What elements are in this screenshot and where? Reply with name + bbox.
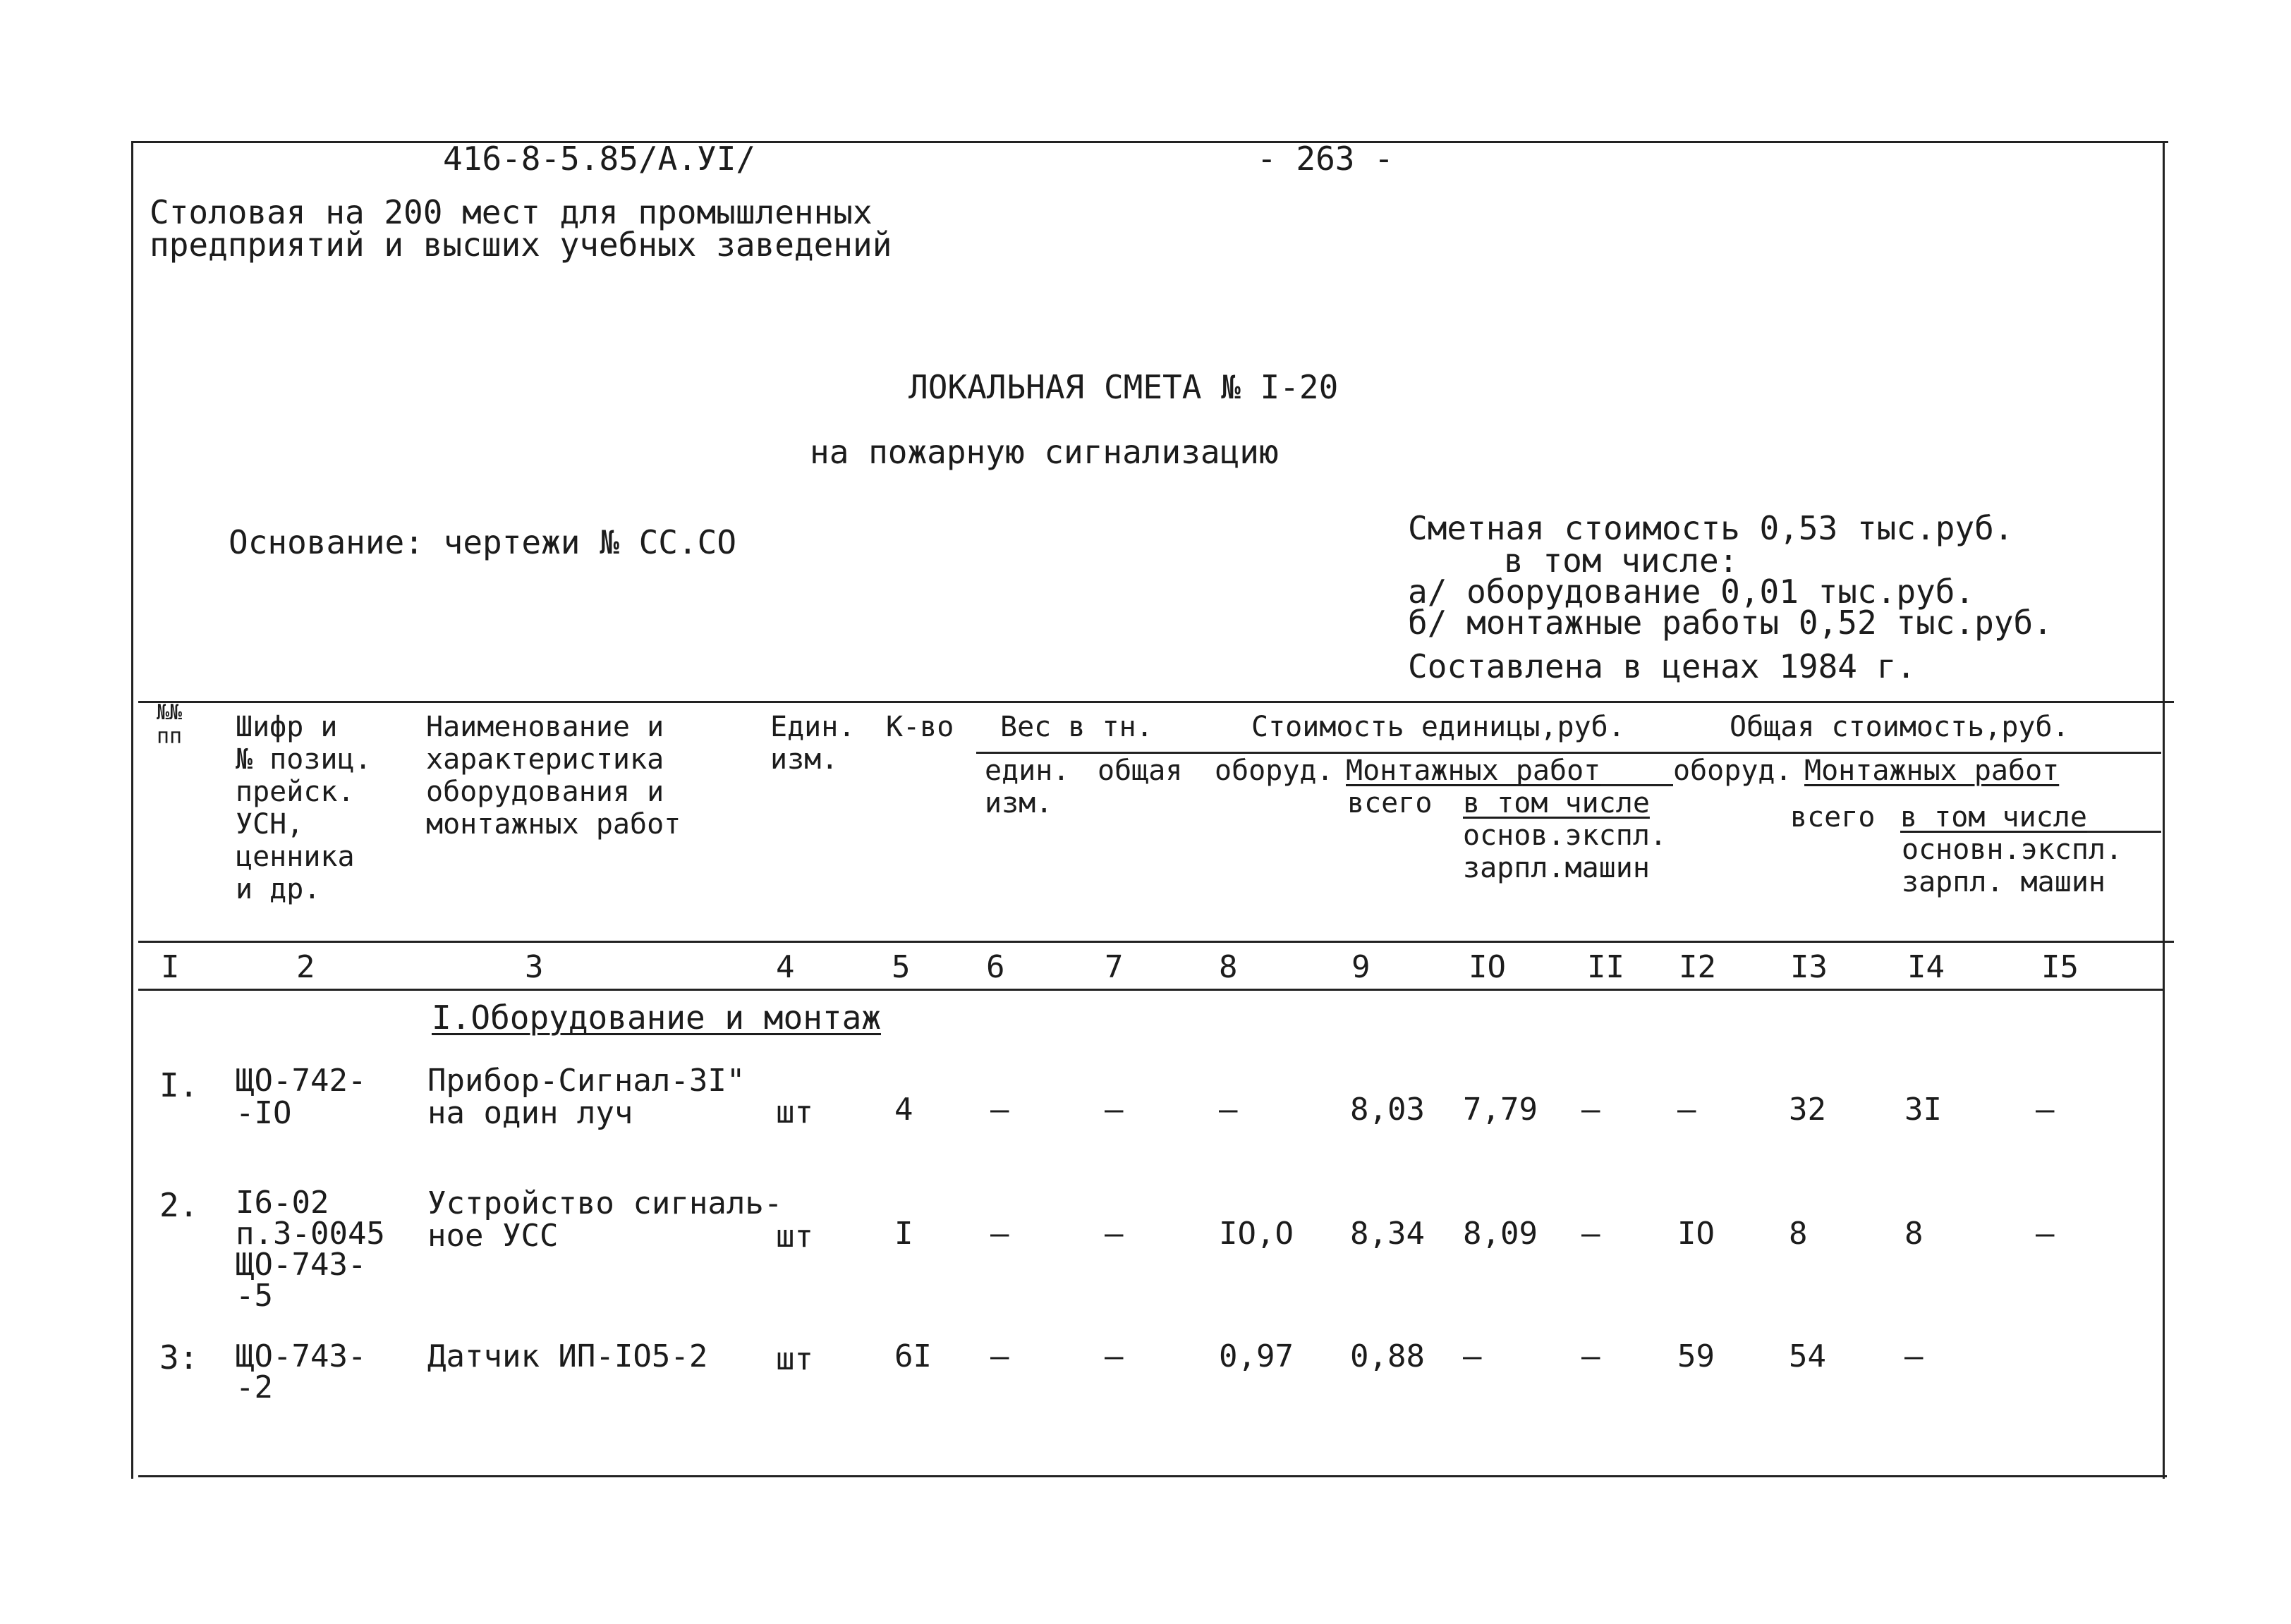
row-qty: 4	[894, 1092, 913, 1128]
header-unit-install: Монтажных работ	[1346, 755, 1601, 787]
row-unit: шт	[776, 1094, 813, 1130]
header-total-cost: Общая стоимость,руб.	[1730, 711, 2070, 743]
colnum-7: 7	[1105, 949, 1124, 985]
header-weight-unit: един. изм.	[985, 755, 1070, 819]
document-title: ЛОКАЛЬНАЯ СМЕТА № I-20	[909, 368, 1339, 406]
row-number: 2.	[159, 1186, 199, 1224]
header-unit-including: в том числе	[1463, 787, 1650, 819]
row-unit-install-total: 0,88	[1350, 1338, 1425, 1374]
header-total-equipment: оборуд.	[1673, 755, 1792, 787]
colnum-6: 6	[986, 949, 1005, 985]
header-total-including: в том числе	[1900, 801, 2087, 834]
document-code: 416-8-5.85/А.УI/	[443, 140, 756, 178]
row-total-wages: –	[1904, 1338, 1924, 1374]
header-bottom-rule	[138, 941, 2174, 943]
page-number: - 263 -	[1257, 140, 1394, 178]
header-total-install-total: всего	[1790, 801, 1876, 834]
subheader-rule-weight	[976, 752, 2161, 754]
colnum-8: 8	[1219, 949, 1238, 985]
row-number: I.	[159, 1066, 199, 1104]
colnum-3: 3	[525, 949, 544, 985]
header-total-install: Монтажных работ	[1804, 755, 2060, 787]
row-unit-wages: 7,79	[1463, 1092, 1538, 1128]
row-total-install: 32	[1789, 1092, 1826, 1128]
row-code: ЩО-742- -IO	[236, 1063, 367, 1131]
row-total-install: 54	[1789, 1338, 1826, 1374]
colnum-13: I3	[1790, 949, 1828, 985]
page-top-border	[131, 141, 2168, 143]
header-weight: Вес в тн.	[1000, 711, 1153, 743]
row-total-equipment: –	[1677, 1092, 1696, 1128]
colnum-9: 9	[1351, 949, 1371, 985]
header-num: №№ пп	[157, 700, 183, 749]
header-unit-sub: основ.экспл. зарпл.машин	[1463, 819, 1667, 884]
row-total-machines: –	[2036, 1216, 2055, 1252]
row-unit-install-total: 8,34	[1350, 1216, 1425, 1252]
colnum-11: II	[1587, 949, 1624, 985]
row-unit-install-total: 8,03	[1350, 1092, 1425, 1128]
colnum-15: I5	[2041, 949, 2079, 985]
row-unit-machines: –	[1581, 1338, 1600, 1374]
colnum-1: I	[161, 949, 180, 985]
estimate-equipment: а/ оборудование 0,01 тыс.руб.	[1408, 573, 1975, 611]
header-weight-total: общая	[1098, 755, 1183, 787]
row-total-machines: –	[2036, 1092, 2055, 1128]
page-left-border	[131, 141, 133, 1479]
row-unit-machines: –	[1581, 1216, 1600, 1252]
header-unit-equipment: оборуд.	[1215, 755, 1334, 787]
project-title-line1: Столовая на 200 мест для промышленных	[150, 193, 873, 231]
table-top-rule	[138, 701, 2174, 703]
row-unit: шт	[776, 1219, 813, 1254]
row-number: 3:	[159, 1338, 199, 1376]
section-title: I.Оборудование и монтаж	[432, 999, 881, 1037]
header-code: Шифр и № позиц. прейск. УСН, ценника и др.	[236, 711, 372, 905]
page-right-border	[2163, 141, 2165, 1479]
row-unit-equipment: –	[1219, 1092, 1238, 1128]
header-total-sub: основн.экспл. зарпл. машин	[1902, 834, 2123, 898]
estimate-total: Сметная стоимость 0,53 тыс.руб.	[1408, 509, 2014, 547]
document-subtitle: на пожарную сигнализацию	[810, 433, 1279, 471]
row-unit-equipment: IO,O	[1219, 1216, 1294, 1252]
row-unit: шт	[776, 1341, 813, 1377]
header-unit: Един. изм.	[770, 711, 856, 776]
row-total-equipment: 59	[1677, 1338, 1715, 1374]
row-weight-total: –	[1105, 1338, 1124, 1374]
row-code: I6-02 п.3-0045 ЩО-743- -5	[236, 1185, 385, 1314]
row-weight-total: –	[1105, 1092, 1124, 1128]
basis-text: Основание: чертежи № СС.СО	[229, 523, 737, 561]
row-weight-unit: –	[990, 1338, 1009, 1374]
row-unit-wages: –	[1463, 1338, 1482, 1374]
estimate-installation: б/ монтажные работы 0,52 тыс.руб.	[1408, 604, 2053, 642]
row-total-wages: 3I	[1904, 1092, 1942, 1128]
page-bottom-border	[138, 1475, 2167, 1477]
colnum-10: IO	[1469, 949, 1506, 985]
colnum-14: I4	[1907, 949, 1945, 985]
colnum-4: 4	[776, 949, 795, 985]
estimate-including: в том числе:	[1504, 542, 1739, 580]
colnum-5: 5	[892, 949, 911, 985]
colnum-12: I2	[1679, 949, 1716, 985]
row-name: Прибор-Сигнал-3I" на один луч	[427, 1063, 746, 1131]
row-total-equipment: IO	[1677, 1216, 1715, 1252]
row-total-wages: 8	[1904, 1216, 1924, 1252]
row-name: Устройство сигналь- ное УСС	[427, 1185, 783, 1254]
header-unit-cost: Стоимость единицы,руб.	[1251, 711, 1625, 743]
row-name: Датчик ИП-IO5-2	[427, 1338, 708, 1374]
row-qty: 6I	[894, 1338, 932, 1374]
row-weight-unit: –	[990, 1092, 1009, 1128]
row-qty: I	[894, 1216, 913, 1252]
row-unit-equipment: 0,97	[1219, 1338, 1294, 1374]
row-unit-wages: 8,09	[1463, 1216, 1538, 1252]
header-unit-install-total: всего	[1347, 787, 1433, 819]
header-qty: К-во	[886, 711, 954, 743]
colnum-bottom-rule	[138, 989, 2163, 991]
row-unit-machines: –	[1581, 1092, 1600, 1128]
estimate-price-year: Составлена в ценах 1984 г.	[1408, 647, 1916, 685]
header-name: Наименование и характеристика оборудования и монтажных работ	[426, 711, 681, 841]
row-total-install: 8	[1789, 1216, 1808, 1252]
row-code: ЩО-743- -2	[236, 1338, 367, 1405]
row-weight-unit: –	[990, 1216, 1009, 1252]
row-weight-total: –	[1105, 1216, 1124, 1252]
colnum-2: 2	[296, 949, 315, 985]
project-title-line2: предприятий и высших учебных заведений	[150, 226, 892, 264]
